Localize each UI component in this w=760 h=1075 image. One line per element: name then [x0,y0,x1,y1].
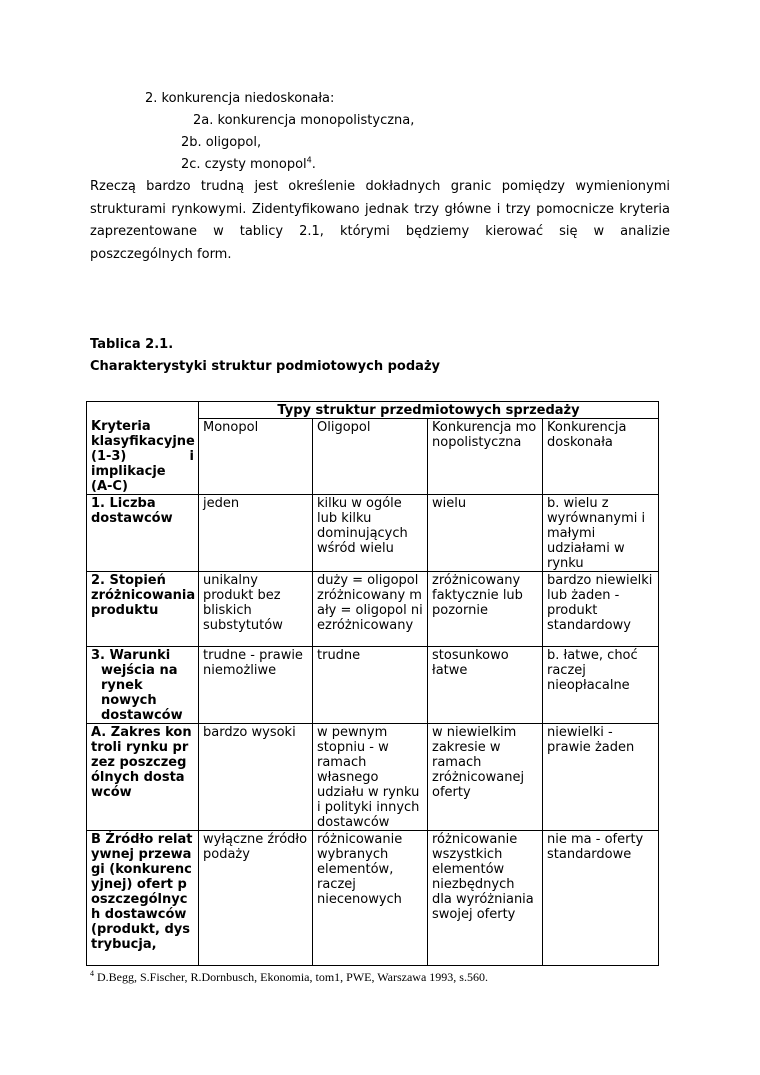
structures-table [86,401,659,966]
criterion-first-line: 3. Warunki [91,648,171,663]
list-item-2b: 2b. oligopol, [181,135,262,150]
table-cell: stosunkowo łatwe [428,647,543,724]
table-cell: duży = oligopol zróżnicowany mały = oligopol niezróżnicowany [313,572,428,647]
criterion-cell: A. Zakres kontroli rynku przez poszczególnych dostawców [87,724,199,831]
footnote-marker: 4 [90,969,94,978]
table-row [87,647,659,724]
table-cell: trudne [313,647,428,724]
table-cell: nie ma - oferty standardowe [543,831,659,966]
criteria-header-cell [87,402,199,495]
footnote [90,970,488,984]
criteria-header-line5: (A-C) [91,479,128,494]
table-row [87,495,659,572]
table-cell: b. wielu z wyrównanymi i małymi udziałami w rynku [543,495,659,572]
footnote-separator [90,965,235,966]
table-cell: bardzo niewielki lub żaden - produkt standardowy [543,572,659,647]
table-cell: unikalny produkt bez bliskich substytutów [199,572,313,647]
table-cell: trudne - prawie niemożliwe [199,647,313,724]
table-row [87,572,659,647]
table-group-header-row [87,402,659,419]
body-paragraph: Rzeczą bardzo trudną jest określenie dokładnych granic pomiędzy wymienionymi strukturami rynkowymi. Zidentyfikowano jednak trzy główne i trzy pomocnicze kryteria zaprezentowane w tablicy 2.1, którymi będziemy kierować się w analizie poszczególnych form. [90,179,670,262]
list-item-2: 2. konkurencja niedoskonała: [145,91,335,106]
criterion-cell: 2. Stopień zróżnicowania produktu [87,572,199,647]
criteria-header-line2: klasyfikacyjne [91,434,195,449]
table-row [87,831,659,966]
table-cell: jeden [199,495,313,572]
criteria-header-line1: Kryteria [91,419,151,434]
column-header: Monopol [199,419,313,495]
table-cell: bardzo wysoki [199,724,313,831]
table-label: Tablica 2.1. [90,337,174,352]
list-item-2a: 2a. konkurencja monopolistyczna, [193,113,415,128]
table-cell: zróżnicowany faktycznie lub pozornie [428,572,543,647]
criterion-cell [87,647,199,724]
column-header: Konkurencja doskonała [543,419,659,495]
criteria-header-line3-right: i [189,449,194,464]
table-cell: w pewnym stopniu - w ramach własnego udziału w rynku i polityki innych dostawców [313,724,428,831]
footnote-ref[interactable]: 4 [306,155,312,165]
table-cell: wyłączne źródło podaży [199,831,313,966]
column-header: Konkurencja monopolistyczna [428,419,543,495]
criterion-cell: B Źródło relatywnej przewagi (konkurencyjnej) ofert poszczególnych dostawców (produkt, dystrybucja, [87,831,199,966]
table-cell: b. łatwe, choć raczej nieopłacalne [543,647,659,724]
table-cell: kilku w ogóle lub kilku dominujących wśród wielu [313,495,428,572]
table-cell: różnicowanie wszystkich elementów niezbędnych dla wyróżniania swojej oferty [428,831,543,966]
column-header: Oligopol [313,419,428,495]
table-row [87,724,659,831]
list-item-2c [181,157,316,172]
table-cell: niewielki - prawie żaden [543,724,659,831]
table-cell: różnicowanie wybranych elementów, raczej niecenowych [313,831,428,966]
criterion-rest: wejścia na rynek nowych dostawców [101,663,183,723]
criteria-header-line3-left: (1-3) [91,449,127,464]
table-title: Charakterystyki struktur podmiotowych podaży [90,359,440,374]
table-cell: wielu [428,495,543,572]
group-header: Typy struktur przedmiotowych sprzedaży [199,402,659,419]
table-cell: w niewielkim zakresie w ramach zróżnicowanej oferty [428,724,543,831]
criteria-header-line3 [91,449,194,464]
criterion-cell: 1. Liczba dostawców [87,495,199,572]
list-item-2c-end: . [311,157,316,172]
footnote-text: D.Begg, S.Fischer, R.Dornbusch, Ekonomia, tom1, PWE, Warszawa 1993, s.560. [94,970,488,984]
criteria-header-line4: implikacje [91,464,166,479]
list-item-2c-text: 2c. czysty monopol [181,157,307,172]
